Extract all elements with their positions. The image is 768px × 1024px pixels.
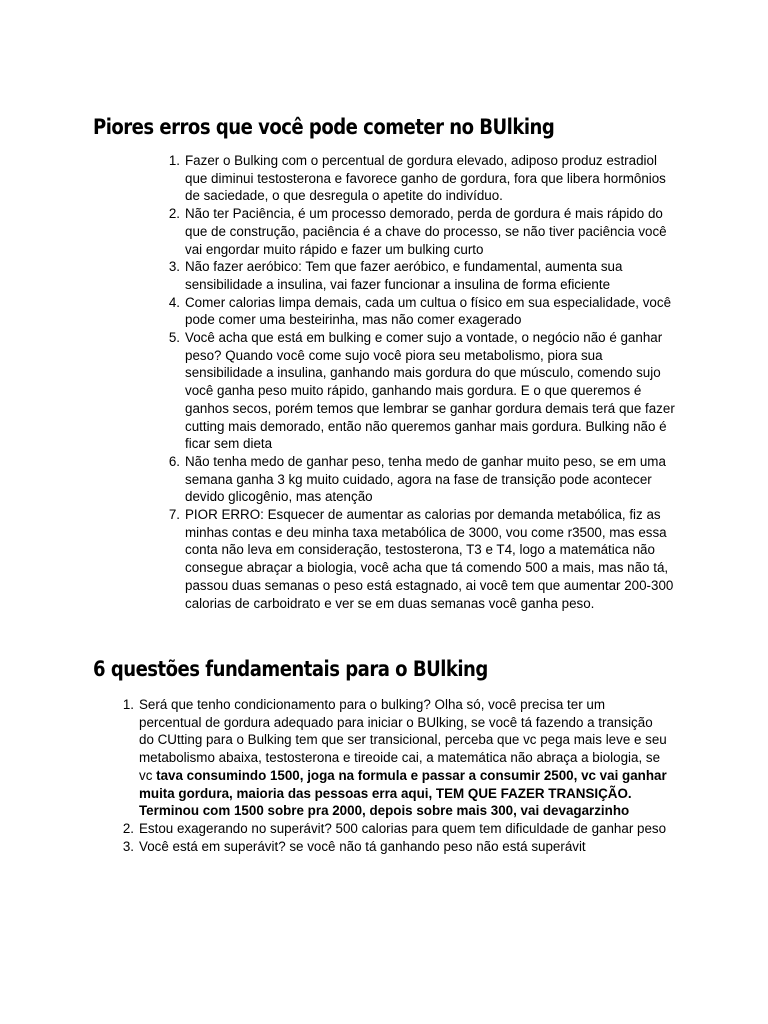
list-item-bold-text: tava consumindo 1500, joga na formula e passar a consumir 2500, vc vai ganhar muita gordura, maioria das pessoas erra aqui, TEM QUE FAZER TRANSIÇÃO. Terminou com 1500 sobre pra 2000, depois sobre mais 300, vai devagarzinho <box>139 767 667 819</box>
list-number: 4. <box>168 294 180 310</box>
list-item <box>122 820 669 838</box>
list-number: 1. <box>122 697 134 712</box>
list-item <box>168 152 680 205</box>
list-item-text: Comer calorias limpa demais, cada um cultua o físico em sua especialidade, você pode comer uma besteirinha, mas não comer exagerado <box>185 294 672 328</box>
bulking-mistakes-list <box>168 152 680 612</box>
list-item <box>122 696 669 820</box>
list-item-text: Você está em superávit? se você não tá ganhando peso não está superávit <box>139 838 586 854</box>
list-item-text: Não ter Paciência, é um processo demorado, perda de gordura é mais rápido do que de construção, paciência é a chave do processo, se não tiver paciência você vai engordar muito rápido e fazer um bulking curto <box>185 206 667 257</box>
list-number: 2. <box>122 820 134 836</box>
list-item <box>122 838 669 856</box>
list-number: 6. <box>168 453 180 469</box>
list-item-text: Será que tenho condicionamento para o bulking? Olha só, você precisa ter um percentual de gordura adequado para iniciar o BUlking, se você tá fazendo a transição do CUtting para o Bulking tem que ser transicional, perceba que vc pega mais leve e seu metabolismo abaixa, testosterona e tireoide cai, a matemática não abraça a biologia, se vc <box>139 697 667 783</box>
list-number: 3. <box>168 259 180 275</box>
list-item <box>168 506 680 612</box>
list-number: 2. <box>168 206 180 222</box>
list-number: 1. <box>168 153 180 168</box>
fundamental-questions-list <box>122 696 669 855</box>
list-item-text: Não fazer aeróbico: Tem que fazer aeróbico, e fundamental, aumenta sua sensibilidade a insulina, vai fazer funcionar a insulina de forma eficiente <box>185 259 623 292</box>
list-item-text: Você acha que está em bulking e comer sujo a vontade, o negócio não é ganhar peso? Quando você come sujo você piora seu metabolismo, piora sua sensibilidade a insulina, ganhando mais gordura do que músculo, comendo sujo você ganha peso muito rápido, ganhando mais gordura. E o que queremos é ganhos secos, porém temos que lembrar se ganhar gordura demais terá que fazer cutting mais demorado, então não queremos ganhar mais gordura. Bulking não é ficar sem dieta <box>185 330 675 452</box>
list-item-text: Não tenha medo de ganhar peso, tenha medo de ganhar muito peso, se em uma semana ganha 3 kg muito cuidado, agora na fase de transição pode acontecer devido glicogênio, mas atenção <box>185 453 666 505</box>
list-item <box>168 294 680 329</box>
list-item <box>168 258 680 293</box>
list-number: 5. <box>168 330 180 346</box>
list-item-text: PIOR ERRO: Esquecer de aumentar as calorias por demanda metabólica, fiz as minhas contas e deu minha taxa metabólica de 3000, vou come r3500, mas essa conta não leva em consideração, testosterona, T3 e T4, logo a matemática não consegue abraçar a biologia, você acha que tá comendo 500 a mais, mas não tá, passou duas semanas o peso está estagnado, ai você tem que aumentar 200-300 calorias de carboidrato e ver se em duas semanas você ganha peso. <box>185 507 674 611</box>
list-number: 7. <box>168 507 180 523</box>
list-item-text: Estou exagerando no superávit? 500 calorias para quem tem dificuldade de ganhar peso <box>139 820 667 836</box>
list-item <box>168 205 680 258</box>
section-heading-bulking-mistakes: Piores erros que você pode cometer no BUlking <box>93 115 555 139</box>
list-item-text: Fazer o Bulking com o percentual de gordura elevado, adiposo produz estradiol que diminui testosterona e favorece ganho de gordura, fora que libera hormônios de saciedade, o que desregula o apetite do indivíduo. <box>185 153 666 204</box>
list-item <box>168 453 680 506</box>
section-heading-fundamental-questions: 6 questões fundamentais para o BUlking <box>93 657 488 681</box>
list-item <box>168 329 680 453</box>
list-number: 3. <box>122 838 134 854</box>
